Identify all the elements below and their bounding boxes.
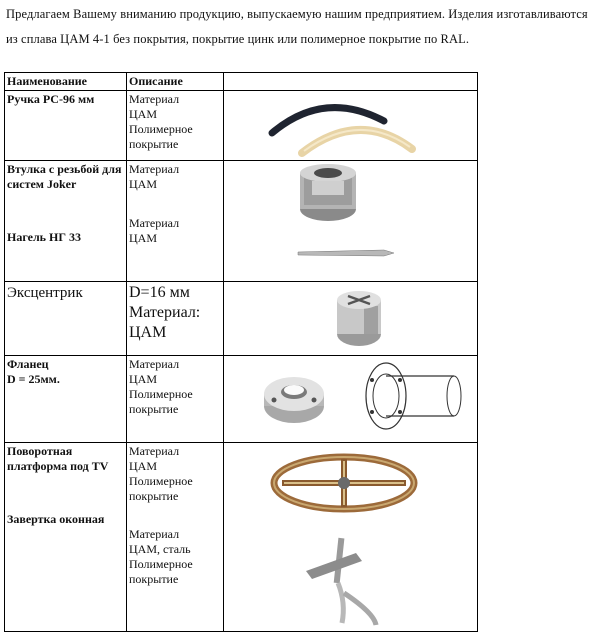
product-name: Нагель НГ 33 <box>7 230 81 244</box>
product-description: Материал ЦАМ Полимерное покрытие <box>127 356 224 443</box>
product-size: D = 25мм. <box>7 372 60 386</box>
product-description: D=16 мм Материал: ЦАМ <box>127 282 224 356</box>
table-row <box>5 443 478 632</box>
product-name: Фланец <box>7 357 49 371</box>
flange-image <box>224 356 478 443</box>
product-name: Поворотная платформа под TV <box>7 444 109 473</box>
platform-and-latch-image <box>224 443 478 632</box>
eccentric-image <box>224 282 478 356</box>
header-image <box>224 73 478 91</box>
products-table <box>4 72 478 632</box>
intro-paragraph: Предлагаем Вашему вниманию продукцию, выпускаемую нашим предприятием. Изделия изготавливаются из сплава ЦАМ 4-1 без покрытия, покрытие цинк или полимерное покрытие по RAL. <box>6 7 588 46</box>
table-row <box>5 356 478 443</box>
table-row <box>5 161 478 282</box>
product-name: Ручка РС-96 мм <box>7 92 95 106</box>
header-name: Наименование <box>5 73 127 91</box>
table-row <box>5 282 478 356</box>
product-description: Материал ЦАМ Материал ЦАМ <box>127 161 224 282</box>
product-description: Материал ЦАМ Полимерное покрытие Материал ЦАМ, сталь Полимерное покрытие <box>127 443 224 632</box>
product-name: Втулка с резьбой для систем Joker <box>7 162 122 191</box>
table-row <box>5 91 478 161</box>
handle-image <box>224 91 478 161</box>
product-description: Материал ЦАМ Полимерное покрытие <box>127 91 224 161</box>
table-header-row <box>5 73 478 91</box>
sleeve-and-dowel-image <box>224 161 478 282</box>
product-name: Эксцентрик <box>7 285 83 301</box>
header-description: Описание <box>127 73 224 91</box>
product-name: Завертка оконная <box>7 512 105 526</box>
